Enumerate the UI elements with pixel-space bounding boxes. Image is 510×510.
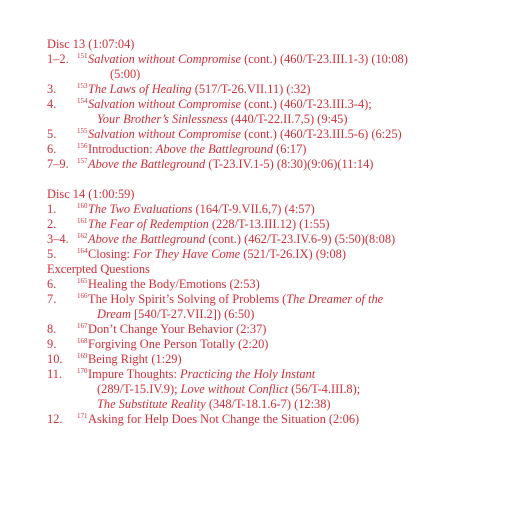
track-text	[77, 52, 408, 67]
track-text	[77, 337, 268, 352]
track-title: Dream	[97, 307, 131, 321]
track-number: 4.	[47, 97, 57, 111]
track-detail: (cont.) (462/T-23.IV.6-9) (5:50)(8:08)	[205, 232, 396, 246]
track-superscript: 153	[77, 82, 88, 90]
track-prefix: Introduction:	[88, 142, 156, 156]
track-detail: (cont.) (460/T-23.III.1-3) (10:08)	[241, 52, 408, 66]
track-number: 2.	[47, 217, 57, 231]
track-text	[77, 412, 359, 427]
track-detail: (6:17)	[273, 142, 307, 156]
track-superscript: 160	[77, 202, 88, 210]
track-number: 7.	[47, 292, 57, 306]
track-text	[97, 307, 254, 322]
track-superscript: 161	[77, 217, 88, 225]
track-text	[77, 322, 266, 337]
track-text	[97, 382, 360, 397]
track-title: Above the Battleground	[155, 142, 274, 156]
track-number: 10.	[47, 352, 63, 366]
track-text	[77, 292, 383, 307]
track-detail: (5:00)	[110, 67, 141, 81]
track-superscript: 154	[77, 97, 88, 105]
track-superscript: 155	[77, 127, 88, 135]
excerpted-questions-heading: Excerpted Questions	[47, 262, 150, 276]
track-title: For They Have Come	[133, 247, 241, 261]
track-title: Love without Conflict	[180, 382, 289, 396]
track-text	[77, 247, 346, 262]
track-number: 12.	[47, 412, 63, 426]
track-superscript: 169	[77, 352, 88, 360]
track-detail: (228/T-13.III.12) (1:55)	[208, 217, 330, 231]
track-superscript: 166	[77, 292, 88, 300]
track-superscript: 168	[77, 337, 88, 345]
track-text	[77, 157, 373, 172]
track-text	[77, 217, 329, 232]
track-number: 8.	[47, 322, 57, 336]
track-number: 6.	[47, 142, 57, 156]
track-number: 5.	[47, 247, 57, 261]
track-detail: (440/T-22.II.7,5) (9:45)	[227, 112, 348, 126]
track-detail: (cont.) (460/T-23.III.3-4);	[241, 97, 372, 111]
disc-heading: Disc 14 (1:00:59)	[47, 187, 135, 201]
track-number: 3–4.	[47, 232, 69, 246]
track-text	[77, 232, 395, 247]
track-title: Forgiving One Person Totally (2:20)	[88, 337, 269, 351]
track-superscript: 156	[77, 142, 88, 150]
track-detail: (cont.) (460/T-23.III.5-6) (6:25)	[241, 127, 402, 141]
track-title: Above the Battleground	[88, 157, 206, 171]
track-title: Practicing the Holy Instant	[180, 367, 316, 381]
track-detail: (517/T-26.VII.11) (:32)	[191, 82, 311, 96]
track-superscript: 164	[77, 247, 88, 255]
track-superscript: 162	[77, 232, 88, 240]
track-detail: (348/T-18.1.6-7) (12:38)	[205, 397, 331, 411]
track-number: 1.	[47, 202, 57, 216]
track-text	[77, 352, 182, 367]
track-detail: (T-23.IV.1-5) (8:30)(9:06)(11:14)	[205, 157, 374, 171]
track-title: Don’t Change Your Behavior (2:37)	[88, 322, 267, 336]
track-title: Above the Battleground	[88, 232, 206, 246]
track-text	[97, 112, 347, 127]
track-prefix: Impure Thoughts:	[88, 367, 181, 381]
track-text	[77, 277, 260, 292]
track-title: The Dreamer of the	[286, 292, 384, 306]
track-title: Healing the Body/Emotions (2:53)	[88, 277, 260, 291]
track-title: Being Right (1:29)	[88, 352, 182, 366]
track-title: Salvation without Compromise	[88, 127, 242, 141]
track-number: 9.	[47, 337, 57, 351]
track-text	[77, 202, 315, 217]
track-text	[77, 82, 310, 97]
track-prefix: The Holy Spirit’s Solving of Problems (	[88, 292, 287, 306]
track-number: 3.	[47, 82, 57, 96]
track-title: Asking for Help Does Not Change the Situation (2:06)	[88, 412, 360, 426]
track-title: Salvation without Compromise	[88, 97, 242, 111]
track-detail: (56/T-4.III.8);	[288, 382, 361, 396]
track-number: 6.	[47, 277, 57, 291]
track-number: 11.	[47, 367, 63, 381]
track-number: 5.	[47, 127, 57, 141]
track-superscript: 157	[77, 157, 88, 165]
track-detail: [540/T-27.VII.2]) (6:50)	[130, 307, 255, 321]
track-text	[97, 397, 331, 412]
track-detail: (289/T-15.IV.9);	[97, 382, 181, 396]
track-prefix: Closing:	[88, 247, 134, 261]
track-number: 7–9.	[47, 157, 69, 171]
track-superscript: 151	[77, 52, 88, 60]
disc-heading: Disc 13 (1:07:04)	[47, 37, 135, 51]
track-title: Salvation without Compromise	[88, 52, 242, 66]
track-title: The Substitute Reality	[97, 397, 206, 411]
track-superscript: 167	[77, 322, 88, 330]
track-title: The Two Evaluations	[88, 202, 193, 216]
track-text	[77, 127, 402, 142]
track-superscript: 171	[77, 412, 88, 420]
track-superscript: 165	[77, 277, 88, 285]
track-detail: (164/T-9.VII.6,7) (4:57)	[192, 202, 315, 216]
track-title: Your Brother’s Sinlessness	[97, 112, 228, 126]
track-title: The Laws of Healing	[88, 82, 192, 96]
track-text	[77, 142, 306, 157]
track-text	[77, 97, 372, 112]
track-text	[77, 367, 315, 382]
track-number: 1–2.	[47, 52, 69, 66]
track-superscript: 170	[77, 367, 88, 375]
track-title: The Fear of Redemption	[88, 217, 209, 231]
track-detail: (521/T-26.IX) (9:08)	[240, 247, 347, 261]
